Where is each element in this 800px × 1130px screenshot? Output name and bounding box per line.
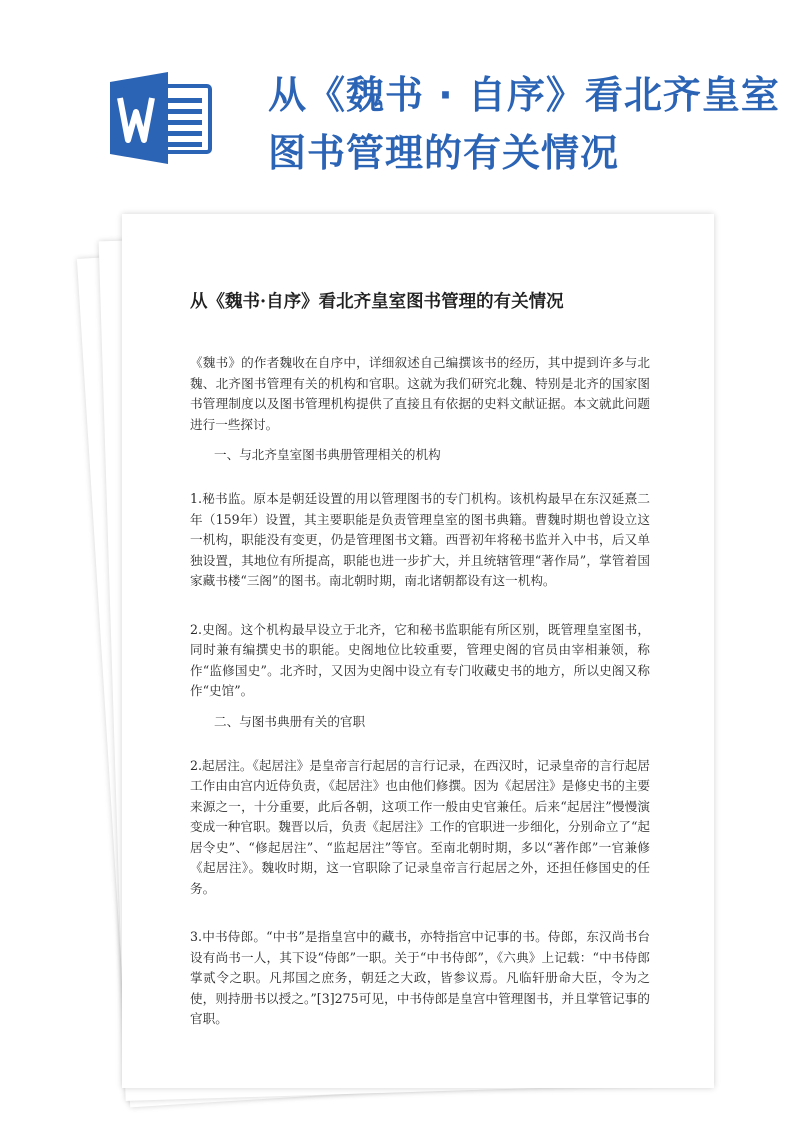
document-body: [190, 270, 650, 1030]
document-title: 从《魏书·自序》看北齐皇室图书管理的有关情况: [190, 292, 564, 312]
page-title-line1: 从《魏书 · 自序》看北齐皇室: [268, 73, 780, 117]
intro-paragraph: 《魏书》的作者魏收在自序中，详细叙述自己编撰该书的经历，其中提到许多与北魏、北齐图书管理有关的机构和官职。这就为我们研究北魏、特别是北齐的国家图书管理制度以及图书管理机构提供了直接且有依据的史料文献证据。本文就此问题进行一些探讨。: [190, 355, 650, 432]
paragraph-zhongshushilang: 3.中书侍郎。“中书”是指皇宫中的藏书，亦特指宫中记事的书。侍郎，东汉尚书台设有尚书一人，其下设“侍郎”一职。关于“中书侍郎”，《六典》上记载：“中书侍郎掌贰令之职。凡邦国之庶务，朝廷之大政，皆参议焉。凡临轩册命大臣，令为之使，则持册书以授之。”[3]275可见，中书侍郎是皇宫中管理图书，并且掌管记事的官职。: [190, 929, 650, 1026]
section-heading-1: 一、与北齐皇室图书典册管理相关的机构: [214, 447, 441, 462]
paragraph-qijuzhu: 2.起居注。《起居注》是皇帝言行起居的言行记录，在西汉时，记录皇帝的言行起居工作由由宫内近侍负责，《起居注》也由他们修撰。因为《起居注》是修史书的主要来源之一，十分重要，此后各朝，这项工作一般由史官兼任。后来“起居注”慢慢演变成一种官职。魏晋以后，负责《起居注》工作的官职进一步细化，分别命立了“起居令史”、“修起居注”、“监起居注”等官。至南北朝时期，多以“著作郎”一官兼修《起居注》。魏收时期，这一官职除了记录皇帝言行起居之外，还担任修国史的任务。: [190, 757, 650, 896]
page-title-line2: 图书管理的有关情况: [268, 131, 620, 175]
section-heading-2: 二、与图书典册有关的官职: [214, 713, 366, 729]
paragraph-shige: 2.史阁。这个机构最早设立于北齐，它和秘书监职能有所区别，既管理皇室图书，同时兼有编撰史书的职能。史阁地位比较重要，管理史阁的官员由宰相兼领，称作“监修国史”。北齐时，又因为史阁中设立有专门收藏史书的地方，所以史阁又称作“史馆”。: [190, 621, 650, 698]
paragraph-mishujian: 1.秘书监。原本是朝廷设置的用以管理图书的专门机构。该机构最早在东汉延熹二年（159年）设置，其主要职能是负责管理皇室的图书典籍。曹魏时期也曾设立这一机构，职能没有变更，仍是管理图书文籍。西晋初年将秘书监并入中书，后又单独设置，其地位有所提高，职能也进一步扩大，并且统辖管理“著作局”，掌管着国家藏书楼“三阁”的图书。南北朝时期，南北诸朝都设有这一机构。: [190, 491, 650, 588]
